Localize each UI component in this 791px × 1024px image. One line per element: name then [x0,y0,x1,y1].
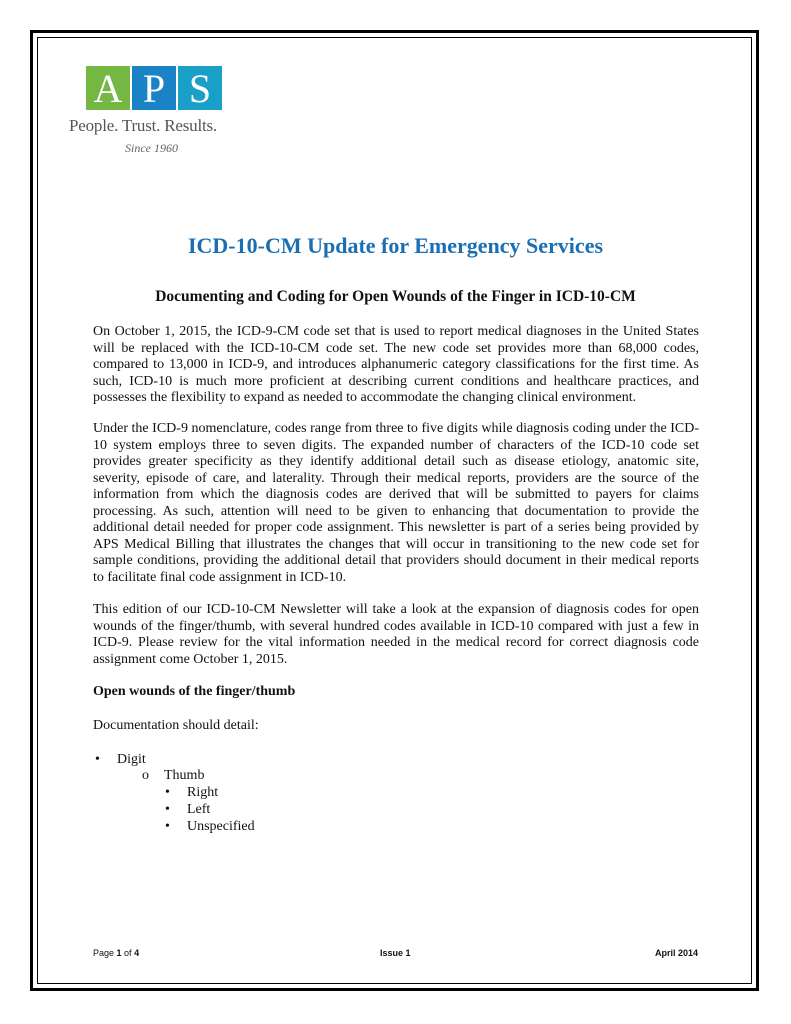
logo-since: Since 1960 [125,141,178,155]
paragraph-edition: This edition of our ICD-10-CM Newsletter will take a look at the expansion of diagnosis codes for open wounds of the finger/thumb, with several hundred codes available in ICD-10 compared with just a few in ICD-9. Please review for the vital information needed in the medical record for correct diagnosis code assignment come October 1, 2015. [93,602,699,667]
list-item-digit [95,752,146,768]
footer-page-current: 1 [116,948,122,958]
footer-date: April 2014 [654,948,698,958]
list-item-label: Digit [117,752,146,767]
list-item-label: Right [187,785,219,800]
list-item-label: Thumb [164,768,205,783]
bullet-icon: • [165,802,170,817]
logo-letter-s: S [178,66,222,110]
footer-issue: Issue 1 [380,948,411,958]
footer-page-of: of [121,948,135,958]
section-heading: Open wounds of the finger/thumb [93,684,296,699]
logo-letter-a: A [86,66,130,110]
document-title: ICD-10-CM Update for Emergency Services [187,233,604,258]
paragraph-nomenclature: Under the ICD-9 nomenclature, codes range from three to five digits while diagnosis coding under the ICD-10 system employs three to seven digits. The expanded number of characters of the ICD-10 code set provides greater specificity as they identify additional detail such as disease etiology, anatomic site, severity, episode of care, and laterality. Through their medical reports, providers are the source of the information from which the diagnosis codes are derived that will be submitted to payers for claims processing. As such, attention will need to be given to enhancing that documentation to provide the additional detail needed for proper code assignment. This newsletter is part of a series being provided by APS Medical Billing that illustrates the changes that will occur in transitioning to the new code set for sample conditions, providing the additional detail that providers should document in their medical reports to facilitate final code assignment in ICD-10. [93,421,699,585]
footer-page-total: 4 [134,948,140,958]
list-item-left [165,802,211,818]
footer-page-prefix: Page [93,948,117,958]
list-item-label: Left [187,802,211,817]
footer-page-number [93,948,139,958]
aps-logo [66,66,256,158]
logo-letter-p: P [132,66,176,110]
document-subtitle: Documenting and Coding for Open Wounds of the Finger in ICD-10-CM [155,288,636,305]
list-item-unspecified [165,819,255,835]
logo-tagline: People. Trust. Results. [69,116,217,135]
bullet-icon: • [165,819,170,834]
paragraph-intro: On October 1, 2015, the ICD-9-CM code set that is used to report medical diagnoses in the United States will be replaced with the ICD-10-CM code set. The new code set provides more than 68,000 codes, compared to 13,000 in ICD-9, and introduces alphanumeric category classifications for the first time. As such, ICD-10 is much more proficient at describing current conditions and healthcare practices, and possesses the flexibility to expand as needed to accommodate the changing clinical environment. [93,324,699,405]
logo-letters [86,66,224,110]
circle-bullet-icon: o [142,768,149,783]
list-item-label: Unspecified [187,819,255,834]
list-item-right [165,785,219,801]
list-item-thumb [142,768,205,784]
bullet-icon: • [95,752,100,767]
bullet-icon: • [165,785,170,800]
documentation-lead: Documentation should detail: [93,718,259,733]
